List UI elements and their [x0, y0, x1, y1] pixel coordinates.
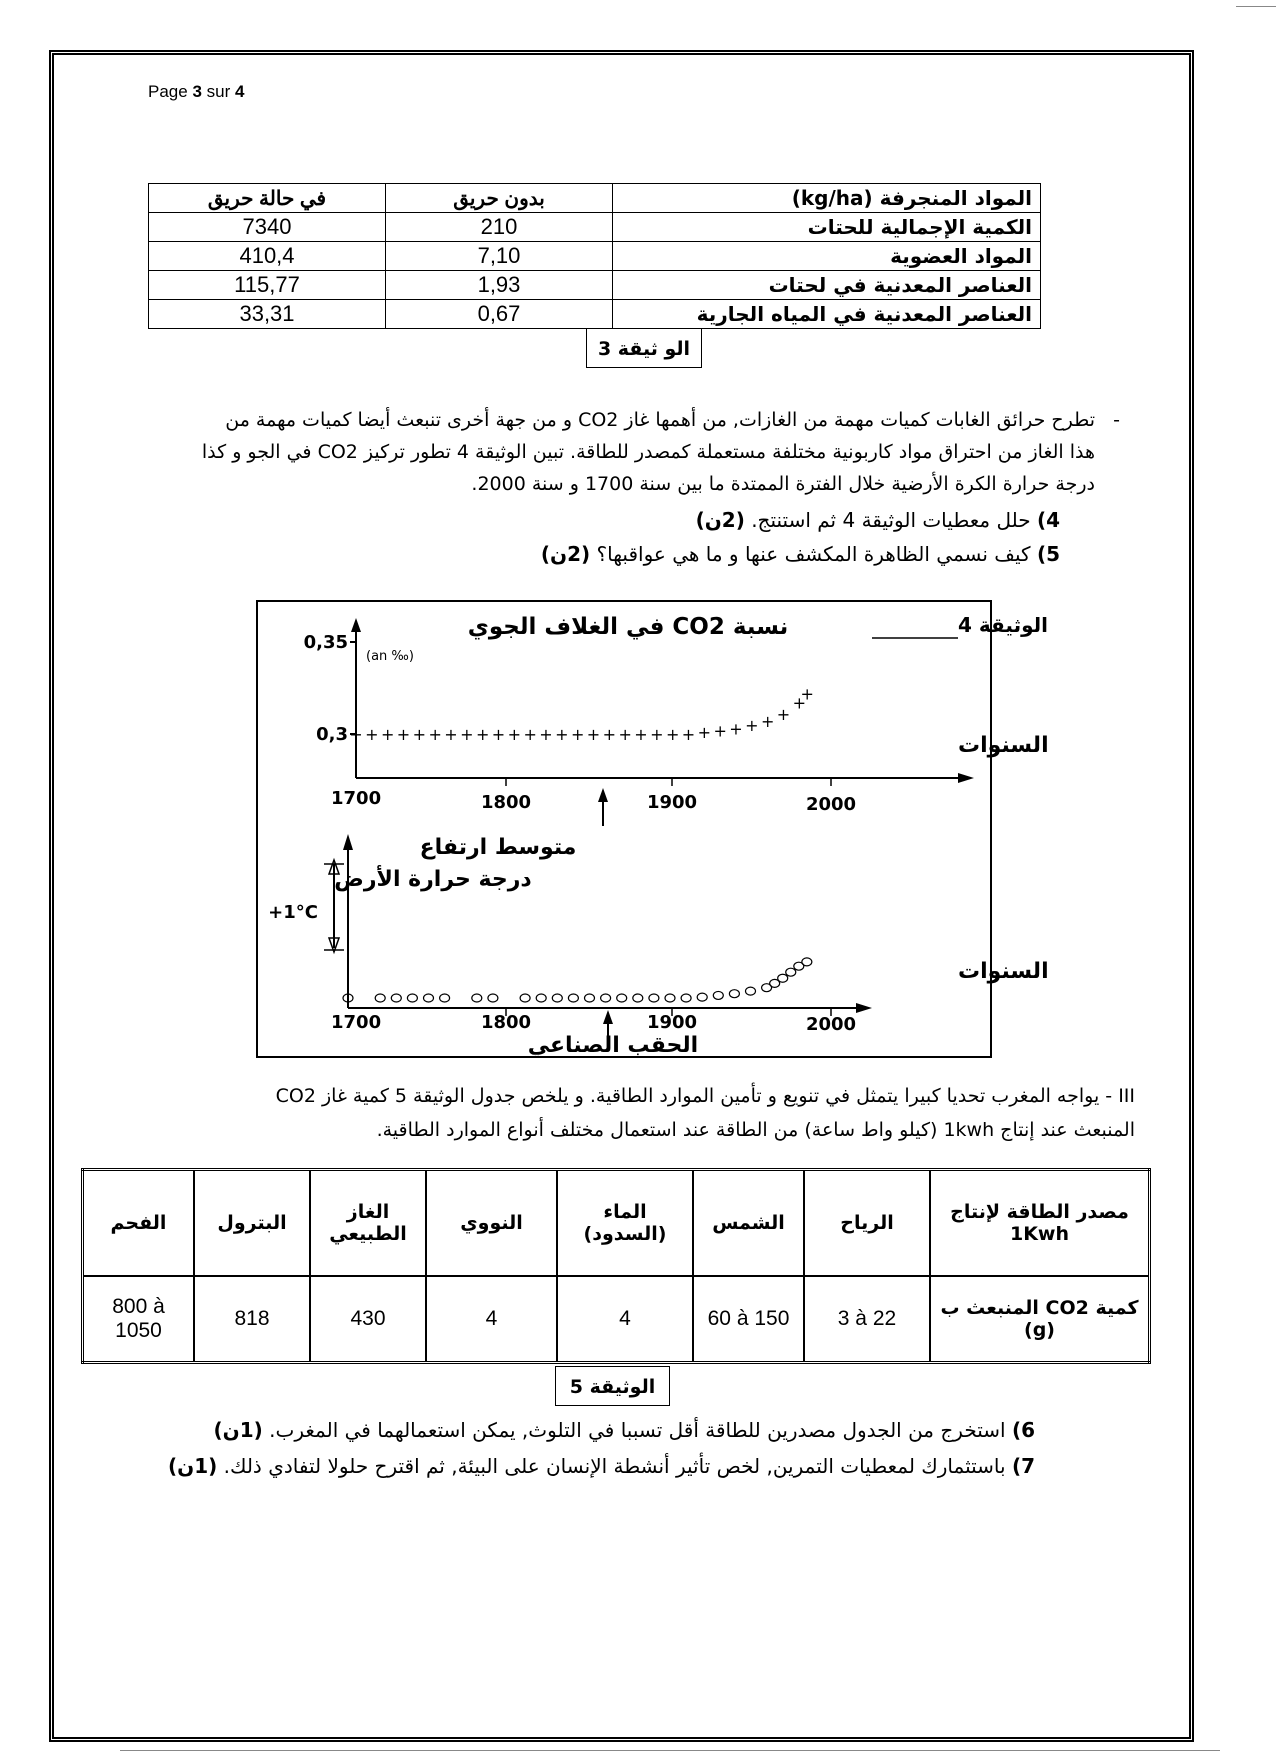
- bottom-x-tick-1900: 1900: [646, 1012, 698, 1033]
- top-y-tick-035: 0,35: [303, 632, 348, 653]
- co2-data-point: +: [800, 684, 814, 704]
- source-nuclear: النووي: [426, 1170, 557, 1277]
- bottom-x-tick-1800: 1800: [480, 1012, 532, 1033]
- co2-data-point: +: [618, 725, 632, 744]
- question-7-text: باستثمارك لمعطيات التمرين, لخص تأثير أنشطة الإنسان على البيئة, ثم اقترح حلولا لتفادي ذلك.: [223, 1454, 1006, 1478]
- top-x-tick-2000: 2000: [805, 794, 857, 815]
- co2-data-point: +: [380, 725, 395, 744]
- col-header-no-fire: بدون حريق: [386, 184, 613, 213]
- bottom-rule: [120, 1750, 1220, 1751]
- bottom-scale-label: +1°C: [268, 902, 318, 923]
- row-label: المواد العضوية: [613, 242, 1041, 271]
- bottom-title-line-1: متوسط ارتفاع: [419, 835, 577, 860]
- question-5-text: كيف نسمي الظاهرة المكشف عنها و ما هي عواقبها؟: [596, 542, 1031, 566]
- question-7-number: 7): [1011, 1454, 1035, 1478]
- source-water-dams: الماء (السدود): [557, 1170, 693, 1277]
- source-oil: البترول: [194, 1170, 310, 1277]
- source-natural-gas: الغاز الطبيعي: [310, 1170, 426, 1277]
- co2-data-point: +: [412, 725, 427, 744]
- temperature-data-point: [536, 994, 546, 1002]
- cell-no-fire: 1,93: [386, 271, 613, 300]
- co2-water-dams: 4: [557, 1276, 693, 1363]
- header-co2-emitted: كمية CO2 المنبعث ب (g): [930, 1276, 1150, 1363]
- co2-data-point: +: [697, 723, 712, 743]
- temperature-data-point: [375, 994, 385, 1002]
- industrial-era-arrowhead-bottom: [603, 1010, 613, 1024]
- temperature-data-point: [729, 990, 739, 998]
- co2-data-point: +: [460, 725, 474, 744]
- temperature-data-point: [440, 994, 450, 1002]
- col-header-material: المواد المنجرفة (kg/ha): [613, 184, 1041, 213]
- cell-no-fire: 210: [386, 213, 613, 242]
- bottom-x-tick-2000: 2000: [805, 1014, 857, 1035]
- question-5-points: (2ن): [540, 542, 591, 566]
- top-x-tick-1800: 1800: [480, 792, 532, 813]
- co2-wind: 3 à 22: [804, 1276, 930, 1363]
- industrial-era-arrowhead-top: [598, 788, 608, 802]
- bottom-title-line-2: درجة حرارة الأرض: [334, 867, 532, 892]
- temperature-data-point: [665, 994, 675, 1002]
- temperature-data-point: [649, 994, 659, 1002]
- top-x-tick-1900: 1900: [646, 792, 698, 813]
- top-chart-unit: (an ‰): [366, 649, 414, 664]
- temperature-data-point: [681, 994, 691, 1002]
- bottom-series-points: [343, 958, 812, 1002]
- co2-data-point: +: [349, 725, 363, 744]
- source-coal: الفحم: [83, 1170, 195, 1277]
- co2-solar: 60 à 150: [693, 1276, 804, 1363]
- co2-coal: 800 à 1050: [83, 1276, 195, 1363]
- document-5-tag: الوثيقة 5: [555, 1366, 670, 1406]
- section-3-line-1: III - يواجه المغرب تحديا كبيرا يتمثل في تنويع و تأمين الموارد الطاقية. و يلخص جدول الوثيقة 5 كمية غاز CO2: [275, 1085, 1135, 1107]
- question-6-points: (1ن): [213, 1418, 263, 1442]
- co2-data-point: +: [665, 725, 680, 744]
- temperature-data-point: [601, 994, 611, 1002]
- document-5-table: [81, 1168, 1151, 1364]
- top-series-points: [349, 685, 814, 744]
- table-header-row: [149, 184, 1041, 213]
- temperature-data-point: [552, 994, 562, 1002]
- top-right-dash: [1236, 6, 1276, 7]
- header-energy-source: مصدر الطاقة لإنتاج 1Kwh: [930, 1170, 1150, 1277]
- document-3-tag: الو ثيقة 3: [586, 328, 702, 368]
- intro-line-2: هذا الغاز من احتراق مواد كاربونية مختلفة مستعملة كمصدر للطاقة. تبين الوثيقة 4 تطور تركيز CO2 في الجو و كذا: [201, 441, 1095, 463]
- temperature-data-point: [802, 958, 812, 966]
- table-row: [149, 242, 1041, 271]
- co2-data-point: +: [475, 725, 490, 744]
- question-7-points: (1ن): [167, 1454, 218, 1478]
- table-row: [149, 213, 1041, 242]
- temperature-data-point: [568, 994, 578, 1002]
- co2-data-point: +: [444, 725, 458, 744]
- table-row: [83, 1276, 1150, 1363]
- top-x-tick-1700: 1700: [331, 788, 382, 809]
- document-4-chart: [258, 602, 1049, 1058]
- co2-data-point: +: [602, 725, 617, 744]
- top-x-axis-arrow: [958, 773, 974, 783]
- co2-data-point: +: [713, 721, 727, 741]
- document-4-figure: [256, 600, 1049, 1058]
- row-label: العناصر المعدنية في المياه الجارية: [613, 300, 1041, 329]
- temperature-data-point: [617, 994, 627, 1002]
- temperature-data-point: [472, 994, 482, 1002]
- col-header-fire: في حالة حريق: [149, 184, 386, 213]
- co2-data-point: +: [523, 725, 537, 744]
- row-label: الكمية الإجمالية للحتات: [613, 213, 1041, 242]
- co2-data-point: +: [428, 725, 442, 744]
- co2-data-point: +: [586, 725, 601, 744]
- cell-fire: 33,31: [149, 300, 386, 329]
- intro-line-3: درجة حرارة الكرة الأرضية خلال الفترة الممتدة ما بين سنة 1700 و سنة 2000.: [471, 473, 1095, 495]
- source-wind: الرياح: [804, 1170, 930, 1277]
- co2-data-point: +: [634, 725, 648, 744]
- temperature-data-point: [778, 974, 788, 982]
- temperature-data-point: [633, 994, 643, 1002]
- co2-data-point: +: [776, 704, 791, 724]
- bottom-x-axis-arrow: [856, 1003, 872, 1013]
- question-7: [150, 1454, 1035, 1478]
- table-row: [149, 271, 1041, 300]
- cell-fire: 115,77: [149, 271, 386, 300]
- top-y-axis-arrow: [351, 618, 361, 632]
- temperature-data-point: [424, 994, 434, 1002]
- temperature-data-point: [585, 994, 595, 1002]
- table-row: [149, 300, 1041, 329]
- question-6: [200, 1418, 1035, 1442]
- cell-fire: 410,4: [149, 242, 386, 271]
- question-4-text: حلل معطيات الوثيقة 4 ثم استنتج.: [751, 508, 1031, 532]
- top-chart-title: نسبة CO2 في الغلاف الجوي: [467, 614, 789, 640]
- bottom-x-tick-1700: 1700: [331, 1012, 382, 1033]
- intro-dash: -: [1113, 409, 1120, 431]
- question-4-points: (2ن): [695, 508, 745, 532]
- temperature-data-point: [488, 994, 498, 1002]
- temperature-data-point: [713, 991, 723, 999]
- co2-data-point: +: [396, 725, 411, 744]
- co2-data-point: +: [745, 715, 759, 735]
- question-4: [500, 508, 1060, 532]
- page-number: Page 3 sur 4: [148, 82, 245, 101]
- top-x-label: السنوات: [958, 733, 1049, 758]
- document-3-table: [148, 183, 1041, 329]
- top-y-tick-03: 0,3: [316, 724, 348, 745]
- question-4-number: 4): [1036, 508, 1060, 532]
- co2-oil: 818: [194, 1276, 310, 1363]
- co2-nuclear: 4: [426, 1276, 557, 1363]
- co2-data-point: +: [681, 725, 696, 744]
- co2-natural-gas: 430: [310, 1276, 426, 1363]
- co2-data-point: +: [491, 725, 506, 744]
- temperature-data-point: [407, 994, 417, 1002]
- temperature-data-point: [391, 994, 401, 1002]
- bottom-x-label: السنوات: [958, 959, 1049, 984]
- temperature-data-point: [786, 968, 796, 976]
- cell-fire: 7340: [149, 213, 386, 242]
- row-label: العناصر المعدنية في لحتات: [613, 271, 1041, 300]
- temperature-data-point: [520, 994, 530, 1002]
- question-5-number: 5): [1036, 542, 1060, 566]
- bottom-y-axis-arrow: [343, 834, 353, 850]
- co2-data-point: +: [365, 725, 379, 744]
- temperature-data-point: [697, 993, 707, 1001]
- document-4-tag: الوثيقة 4: [958, 613, 1048, 637]
- cell-no-fire: 0,67: [386, 300, 613, 329]
- source-solar: الشمس: [693, 1170, 804, 1277]
- co2-data-point: +: [792, 693, 807, 713]
- intro-line-1: تطرح حرائق الغابات كميات مهمة من الغازات, من أهمها غاز CO2 و من جهة أخرى تنبعث أيضا كميات مهمة من: [225, 409, 1095, 431]
- temperature-data-point: [746, 987, 756, 995]
- co2-data-point: +: [760, 712, 775, 732]
- cell-no-fire: 7,10: [386, 242, 613, 271]
- co2-data-point: +: [555, 725, 569, 744]
- question-5: [400, 542, 1060, 566]
- co2-data-point: +: [729, 719, 743, 739]
- industrial-era-label: الحقب الصناعي: [527, 1033, 699, 1058]
- question-6-number: 6): [1011, 1418, 1035, 1442]
- section-3-line-2: المنبعث عند إنتاج 1kwh (كيلو واط ساعة) من الطاقة عند استعمال مختلف أنواع الموارد الطاقية.: [376, 1119, 1135, 1141]
- co2-data-point: +: [650, 725, 664, 744]
- co2-data-point: +: [539, 725, 553, 744]
- question-6-text: استخرج من الجدول مصدرين للطاقة أقل تسببا في التلوث, يمكن استعمالهما في المغرب.: [269, 1418, 1006, 1442]
- co2-data-point: +: [507, 725, 522, 744]
- table-row: [83, 1170, 1150, 1277]
- co2-data-point: +: [570, 725, 585, 744]
